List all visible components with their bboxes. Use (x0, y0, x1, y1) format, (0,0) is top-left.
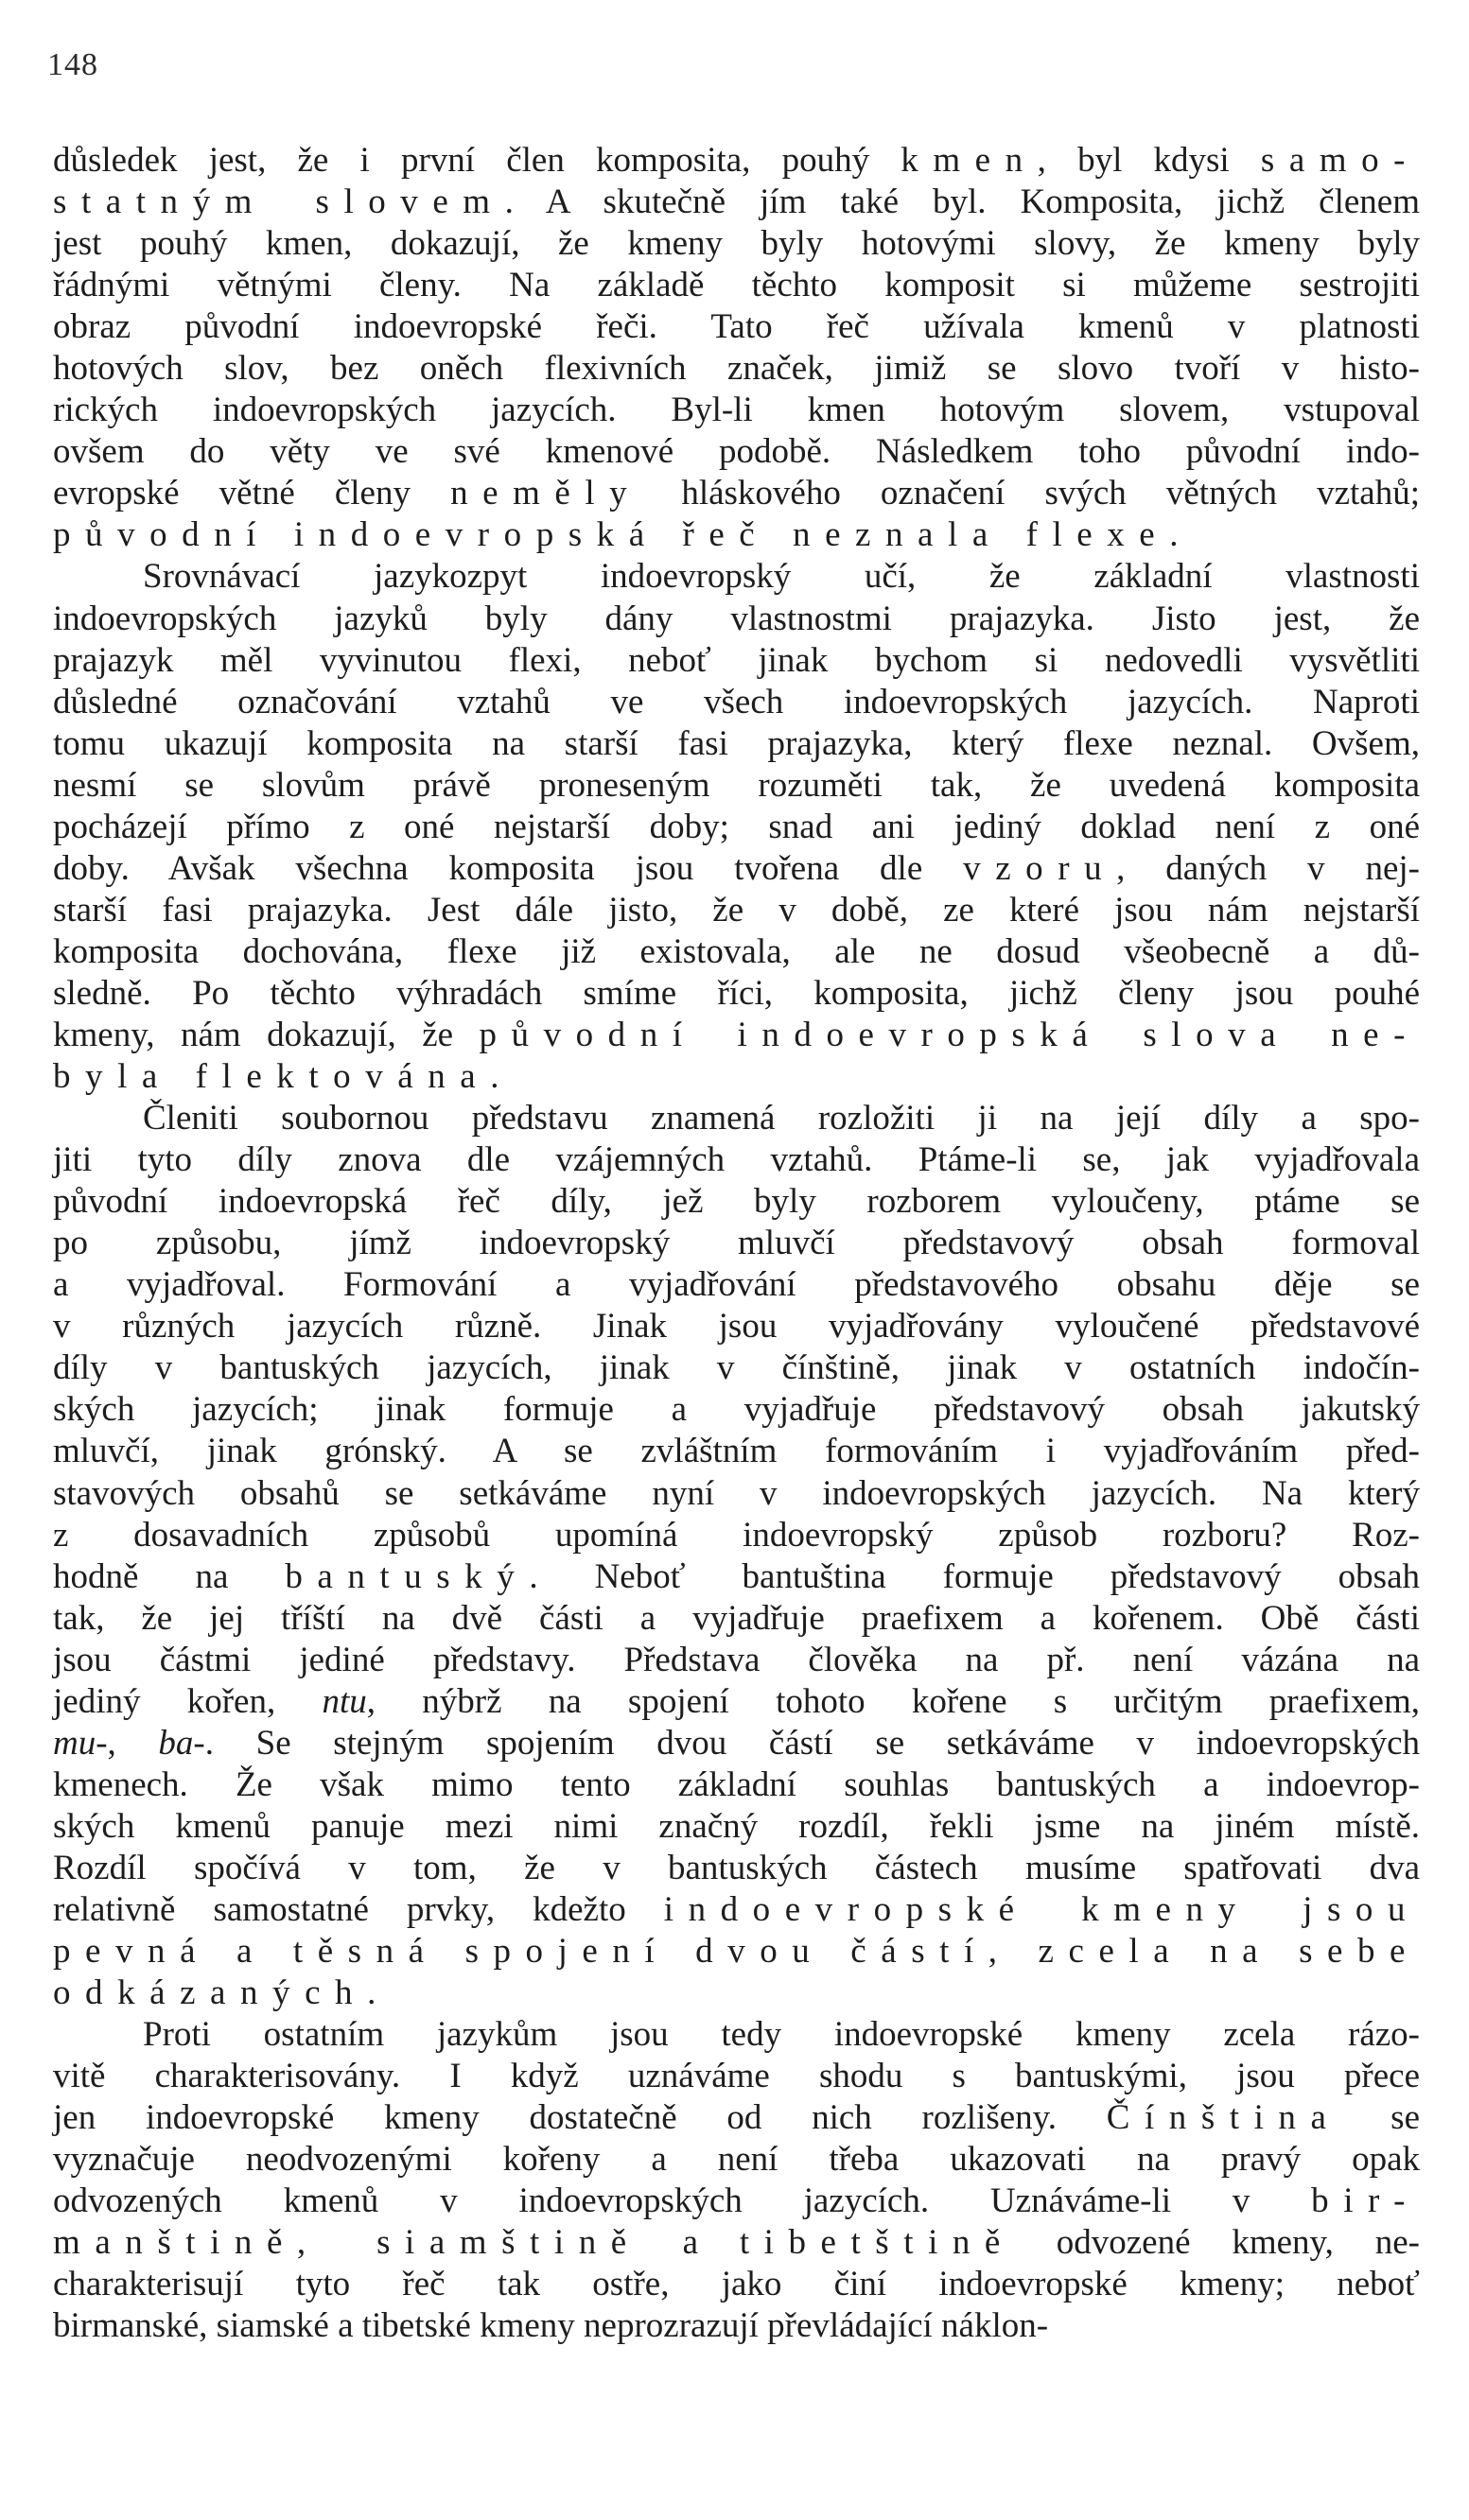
text-run: pocházejí přímo z oné nejstarší doby; snad ani jediný doklad není z oné (53, 807, 1420, 846)
emphasized-spaced-text: Čínština (1106, 2098, 1341, 2138)
text-run: jsou částmi jediné představy. Představa člověka na př. není vázána na (53, 1640, 1420, 1679)
emphasized-spaced-text: původní indoevropská řeč neznala flexe (53, 515, 1170, 555)
text-run: kmenech. Že však mimo tento základní souhlas bantuských a indoevrop- (53, 1764, 1420, 1804)
text-line (53, 599, 1420, 640)
text-run: ských jazycích; jinak formuje a vyjadřuje představový obsah jakutský (53, 1390, 1420, 1430)
text-run: doby. Avšak všechna komposita jsou tvořena dle (53, 848, 964, 888)
text-run: rických indoevropských jazycích. Byl-li kmen hotovým slovem, vstupoval (53, 391, 1420, 430)
text-line (53, 1723, 1420, 1764)
text-line (53, 2222, 1420, 2264)
text-run: . Se stejným spojením dvou částí se setkáváme v indoevropských (204, 1723, 1420, 1763)
emphasized-spaced-text: bantuský (285, 1556, 530, 1596)
text-line (53, 390, 1420, 431)
text-line (53, 556, 1420, 598)
text-line (53, 2264, 1420, 2305)
text-line (53, 182, 1420, 223)
text-run: nesmí se slovům právě proneseným rozuměti tak, že uvedená komposita (53, 765, 1420, 805)
text-line (53, 1556, 1420, 1598)
text-run: . (367, 1973, 376, 2013)
text-run: odvozené kmeny, ne- (1014, 2223, 1420, 2263)
text-line (53, 2181, 1420, 2222)
text-run: a (640, 2223, 740, 2263)
text-run: Rozdíl spočívá v tom, že v bantuských částech musíme spatřovati dva (53, 1848, 1420, 1887)
text-line (53, 1764, 1420, 1806)
paragraph (53, 556, 1420, 1098)
text-run: . A skutečně jím také byl. Komposita, jichž členem (504, 182, 1420, 222)
text-line (53, 1473, 1420, 1515)
italic-text: mu- (53, 1723, 108, 1763)
text-run: řádnými větnými členy. Na základě těchto komposit si můžeme sestrojiti (53, 266, 1420, 305)
text-line (53, 1681, 1420, 1723)
text-run: jest pouhý kmen, dokazují, že kmeny byly hotovými slovy, že kmeny byly (53, 224, 1420, 264)
text-line (53, 1264, 1420, 1306)
text-line (53, 2014, 1420, 2056)
text-run: z dosavadních způsobů upomíná indoevropský způsob rozboru? Roz- (53, 1515, 1420, 1555)
text-line (53, 1598, 1420, 1640)
text-line (53, 1848, 1420, 1889)
text-line (53, 1389, 1420, 1431)
text-line (53, 2097, 1420, 2139)
text-line (53, 1306, 1420, 1347)
emphasized-spaced-text: samo- (1260, 141, 1420, 180)
text-line (53, 1223, 1420, 1264)
text-run: původní indoevropská řeč díly, jež byly rozborem vyloučeny, ptáme se (53, 1182, 1420, 1222)
text-run: hláskového označení svých větných vztahů; (641, 474, 1420, 513)
text-line (53, 348, 1420, 390)
emphasized-spaced-text: kmen (901, 141, 1038, 180)
text-line (53, 473, 1420, 514)
text-run: v různých jazycích různě. Jinak jsou vyjadřovány vyloučené představové (53, 1307, 1420, 1347)
text-run: důsledek jest, že i první člen komposita, pouhý (53, 141, 901, 180)
text-line (53, 265, 1420, 306)
text-line (53, 890, 1420, 931)
text-line (53, 1181, 1420, 1223)
text-run: odvozených kmenů v indoevropských jazycích. Uznáváme-li v (53, 2181, 1312, 2221)
text-run: prajazyk měl vyvinutou flexi, neboť jinak bychom si nedovedli vysvětliti (53, 640, 1420, 680)
text-run: , nýbrž na spojení tohoto kořene s určitým praefixem, (366, 1681, 1420, 1721)
text-run: se (1340, 2098, 1420, 2138)
text-run: jen indoevropské kmeny dostatečně od nich rozlišeny. (53, 2098, 1107, 2138)
text-line (53, 514, 1420, 556)
text-line (53, 640, 1420, 682)
text-line (53, 807, 1420, 848)
text-run: . (490, 1057, 499, 1097)
text-run: díly v bantuských jazycích, jinak v čínštině, jinak v ostatních indočín- (53, 1348, 1420, 1388)
paragraph (53, 2014, 1420, 2347)
text-run: vitě charakterisovány. I když uznáváme shodu s bantuskými, jsou přece (53, 2057, 1420, 2096)
text-run: , daných v nej- (1116, 848, 1420, 888)
text-line (53, 1056, 1420, 1098)
text-line (53, 1139, 1420, 1181)
text-run: ských kmenů panuje mezi nimi značný rozdíl, řekli jsme na jiném místě. (53, 1806, 1420, 1846)
text-line (53, 306, 1420, 348)
emphasized-spaced-text: statným slovem (53, 182, 505, 222)
text-line (53, 1806, 1420, 1848)
text-line (53, 1431, 1420, 1472)
text-line (53, 682, 1420, 723)
text-line (53, 1515, 1420, 1556)
text-line (53, 931, 1420, 973)
text-run: po způsobu, jímž indoevropský mluvčí představový obsah formoval (53, 1224, 1420, 1263)
text-run: relativně samostatné prvky, kdežto (53, 1889, 664, 1929)
emphasized-spaced-text: vzoru (963, 848, 1117, 888)
text-run: obraz původní indoevropské řeči. Tato řeč užívala kmenů v platnosti (53, 307, 1420, 347)
text-run: Proti ostatním jazykům jsou tedy indoevropské kmeny zcela rázo- (143, 2015, 1420, 2055)
emphasized-spaced-text: neměly (450, 474, 642, 513)
text-line (53, 1973, 1420, 2014)
paragraph (53, 1098, 1420, 2014)
page-number: 148 (47, 47, 98, 82)
text-line (53, 765, 1420, 807)
emphasized-spaced-text: pevná a těsná spojení dvou částí, zcela na sebe (53, 1932, 1420, 1972)
text-line (53, 2139, 1420, 2181)
text-line (53, 1347, 1420, 1389)
text-run: Srovnávací jazykozpyt indoevropský učí, že základní vlastnosti (143, 557, 1420, 597)
text-line (53, 1640, 1420, 1681)
text-run: mluvčí, jinak grónský. A se zvláštním formováním i vyjadřováním před- (53, 1432, 1420, 1471)
emphasized-spaced-text: manštině, siamštině (53, 2223, 641, 2263)
text-run: stavových obsahů se setkáváme nyní v indoevropských jazycích. Na který (53, 1473, 1420, 1513)
text-run: . (1169, 515, 1179, 555)
text-line (53, 431, 1420, 473)
text-line (53, 1931, 1420, 1973)
text-run: starší fasi prajazyka. Jest dále jisto, že v době, ze které jsou nám nejstarší (53, 890, 1420, 930)
text-run: , byl kdysi (1037, 141, 1261, 180)
text-run: charakterisují tyto řeč tak ostře, jako činí indoevropské kmeny; neboť (53, 2265, 1420, 2304)
text-line (53, 140, 1420, 182)
emphasized-spaced-text: byla flektována (53, 1057, 491, 1097)
text-run: kmeny, nám dokazují, že (53, 1015, 480, 1054)
text-run: hodně na (53, 1556, 286, 1596)
text-run: jiti tyto díly znova dle vzájemných vztahů. Ptáme-li se, jak vyjadřovala (53, 1140, 1420, 1180)
text-run: indoevropských jazyků byly dány vlastnostmi prajazyka. Jisto jest, že (53, 599, 1420, 638)
text-line (53, 2056, 1420, 2097)
text-run: hotových slov, bez oněch flexivních značek, jimiž se slovo tvoří v histo- (53, 349, 1420, 389)
text-run: ovšem do věty ve své kmenové podobě. Následkem toho původní indo- (53, 432, 1420, 472)
text-line (53, 1015, 1420, 1056)
text-run: tak, že jej tříští na dvě části a vyjadřuje praefixem a kořenem. Obě části (53, 1598, 1420, 1638)
text-line (53, 973, 1420, 1015)
text-run: , (107, 1723, 159, 1763)
paragraph (53, 140, 1420, 556)
text-run: vyznačuje neodvozenými kořeny a není třeba ukazovati na pravý opak (53, 2140, 1420, 2180)
text-run: evropské větné členy (53, 474, 451, 513)
text-line (53, 223, 1420, 265)
text-run: a vyjadřoval. Formování a vyjadřování představového obsahu děje se (53, 1265, 1420, 1305)
text-run: komposita dochována, flexe již existovala, ale ne dosud všeobecně a dů- (53, 931, 1420, 971)
text-line (53, 1889, 1420, 1931)
text-line (53, 848, 1420, 890)
emphasized-spaced-text: původní indoevropská slova ne- (479, 1015, 1420, 1054)
emphasized-spaced-text: indoevropské kmeny jsou (663, 1889, 1420, 1929)
text-run: . Neboť bantuština formuje představový obsah (529, 1556, 1420, 1596)
text-run: birmanské, siamské a tibetské kmeny neprozrazují převládající náklon- (53, 2306, 1049, 2346)
text-run: tomu ukazují komposita na starší fasi prajazyka, který flexe neznal. Ovšem, (53, 723, 1420, 763)
text-run: Členiti soubornou představu znamená rozložiti ji na její díly a spo- (143, 1099, 1420, 1138)
italic-text: ba- (158, 1723, 205, 1763)
text-run: sledně. Po těchto výhradách smíme říci, komposita, jichž členy jsou pouhé (53, 973, 1420, 1013)
emphasized-spaced-text: tibetštině (739, 2223, 1015, 2263)
emphasized-spaced-text: bir- (1311, 2181, 1420, 2221)
text-line (53, 1098, 1420, 1139)
text-run: důsledné označování vztahů ve všech indoevropských jazycích. Naproti (53, 682, 1420, 721)
emphasized-spaced-text: odkázaných (53, 1973, 368, 2013)
text-run: jediný kořen, (53, 1681, 323, 1721)
body-text (53, 140, 1420, 2347)
text-line (53, 2305, 1420, 2347)
text-line (53, 723, 1420, 765)
italic-text: ntu (322, 1681, 367, 1721)
